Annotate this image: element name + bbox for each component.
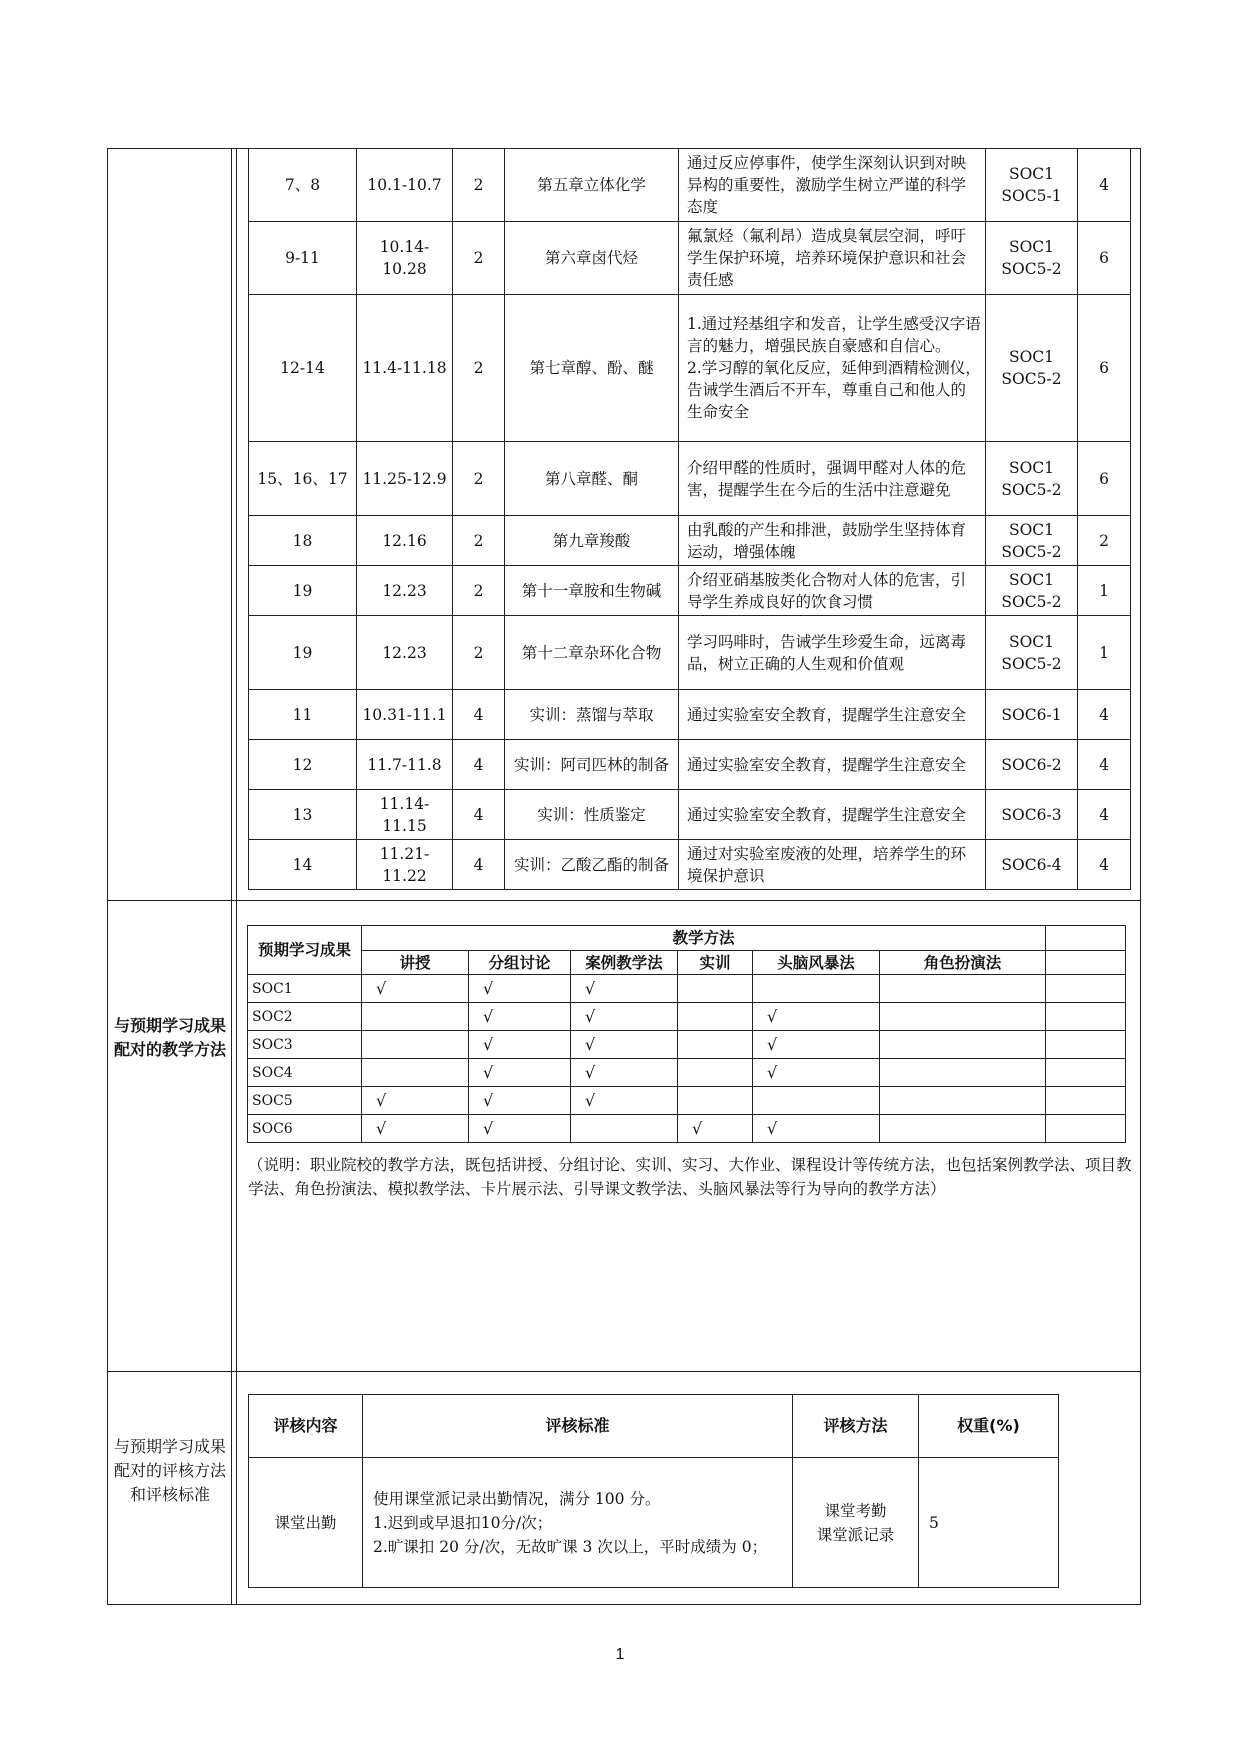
outcome-header: 预期学习成果 — [248, 926, 362, 975]
check-cell: √ — [571, 1031, 678, 1059]
date-cell: 10.31-11.1 — [357, 690, 453, 740]
schedule-row — [249, 740, 1131, 790]
date-cell: 11.25-12.9 — [357, 442, 453, 516]
soc-cell: SOC3 — [248, 1031, 362, 1059]
topic-cell: 第六章卤代烃 — [505, 222, 679, 295]
topic-cell: 实训：蒸馏与萃取 — [505, 690, 679, 740]
assessment-header: 评核内容 — [249, 1395, 363, 1458]
week-cell: 15、16、17 — [249, 442, 357, 516]
check-cell: √ — [469, 975, 571, 1003]
assessment-header: 评核标准 — [363, 1395, 793, 1458]
date-cell: 10.1-10.7 — [357, 149, 453, 222]
check-cell — [678, 1003, 753, 1031]
left-divider — [231, 149, 232, 1604]
objective-cell: 氟氯烃（氟利昂）造成臭氧层空洞，呼吁学生保护环境，培养环境保护意识和社会责任感 — [679, 222, 986, 295]
schedule-row — [249, 566, 1131, 616]
assessment-section-label: 与预期学习成果配对的评核方法和评核标准 — [113, 1437, 226, 1504]
page-frame — [107, 148, 1141, 1605]
extra-header-cell — [1046, 951, 1126, 975]
check-cell: √ — [753, 1003, 880, 1031]
week-cell: 19 — [249, 616, 357, 690]
outcome-cell: SOC6-3 — [986, 790, 1078, 840]
extra-cell — [1046, 1087, 1126, 1115]
hours-cell: 2 — [453, 516, 505, 566]
hours-cell: 4 — [453, 840, 505, 890]
check-cell — [880, 1115, 1046, 1143]
check-cell — [362, 1059, 469, 1087]
left-divider-inner — [236, 149, 237, 1604]
soc-cell: SOC4 — [248, 1059, 362, 1087]
hours-cell: 2 — [453, 566, 505, 616]
outcome-cell: SOC6-2 — [986, 740, 1078, 790]
topic-cell: 实训：阿司匹林的制备 — [505, 740, 679, 790]
hours-cell: 2 — [453, 442, 505, 516]
check-cell — [571, 1115, 678, 1143]
weight-cell: 4 — [1078, 149, 1131, 222]
date-cell: 11.14-11.15 — [357, 790, 453, 840]
topic-cell: 第十一章胺和生物碱 — [505, 566, 679, 616]
schedule-row — [249, 690, 1131, 740]
methods-section-label: 与预期学习成果配对的教学方法 — [113, 1016, 226, 1059]
weight-cell: 4 — [1078, 690, 1131, 740]
objective-cell: 学习吗啡时，告诫学生珍爱生命，远离毒品，树立正确的人生观和价值观 — [679, 616, 986, 690]
check-cell: √ — [753, 1115, 880, 1143]
date-cell: 10.14-10.28 — [357, 222, 453, 295]
section-separator-2 — [108, 1371, 1140, 1372]
section-separator-1 — [108, 900, 1140, 901]
hours-cell: 2 — [453, 222, 505, 295]
week-cell: 18 — [249, 516, 357, 566]
assessment-header: 评核方法 — [793, 1395, 919, 1458]
objective-cell: 通过实验室安全教育，提醒学生注意安全 — [679, 690, 986, 740]
check-cell — [880, 975, 1046, 1003]
soc-cell: SOC1 — [248, 975, 362, 1003]
check-cell: √ — [753, 1059, 880, 1087]
check-cell: √ — [571, 975, 678, 1003]
soc-cell: SOC2 — [248, 1003, 362, 1031]
date-cell: 11.4-11.18 — [357, 295, 453, 442]
hours-cell: 2 — [453, 616, 505, 690]
week-cell: 12-14 — [249, 295, 357, 442]
topic-cell: 第五章立体化学 — [505, 149, 679, 222]
schedule-row — [249, 616, 1131, 690]
hours-cell: 4 — [453, 790, 505, 840]
extra-cell — [1046, 1059, 1126, 1087]
schedule-row — [249, 840, 1131, 890]
assessment-table — [248, 1394, 1059, 1588]
assessment-row — [249, 1458, 1059, 1588]
topic-cell: 第八章醛、酮 — [505, 442, 679, 516]
hours-cell: 4 — [453, 740, 505, 790]
check-cell — [678, 1059, 753, 1087]
extra-cell — [1046, 975, 1126, 1003]
objective-cell: 通过反应停事件，使学生深刻认识到对映异构的重要性，激励学生树立严谨的科学态度 — [679, 149, 986, 222]
objective-cell: 通过实验室安全教育，提醒学生注意安全 — [679, 740, 986, 790]
page-number: 1 — [615, 1646, 625, 1663]
topic-cell: 第十二章杂环化合物 — [505, 616, 679, 690]
hours-cell: 4 — [453, 690, 505, 740]
extra-cell — [1046, 1003, 1126, 1031]
outcome-cell: SOC1 SOC5-2 — [986, 295, 1078, 442]
topic-cell: 实训：乙酸乙酯的制备 — [505, 840, 679, 890]
check-cell — [678, 1087, 753, 1115]
weight-cell: 4 — [1078, 790, 1131, 840]
check-cell: √ — [571, 1087, 678, 1115]
check-cell — [880, 1003, 1046, 1031]
check-cell — [753, 1087, 880, 1115]
check-cell: √ — [362, 1115, 469, 1143]
outcome-cell: SOC1 SOC5-2 — [986, 566, 1078, 616]
assessment-header: 权重(%) — [919, 1395, 1059, 1458]
method-column-header: 分组讨论 — [469, 951, 571, 975]
week-cell: 9-11 — [249, 222, 357, 295]
weight-cell: 6 — [1078, 222, 1131, 295]
check-cell — [362, 1003, 469, 1031]
schedule-row — [249, 790, 1131, 840]
hours-cell: 2 — [453, 149, 505, 222]
check-cell — [753, 975, 880, 1003]
weight-cell: 4 — [1078, 840, 1131, 890]
method-row — [248, 1115, 1126, 1143]
hours-cell: 2 — [453, 295, 505, 442]
method-group-header: 教学方法 — [362, 926, 1046, 951]
schedule-row — [249, 295, 1131, 442]
check-cell: √ — [469, 1003, 571, 1031]
method-column-header: 实训 — [678, 951, 753, 975]
objective-cell: 通过实验室安全教育，提醒学生注意安全 — [679, 790, 986, 840]
assessment-weight-cell: 5 — [919, 1458, 1059, 1588]
methods-note: （说明：职业院校的教学方法，既包括讲授、分组讨论、实训、实习、大作业、课程设计等传统方法，也包括案例教学法、项目教学法、角色扮演法、模拟教学法、卡片展示法、引导课文教学法、头脑风暴法等行为导向的教学方法） — [248, 1156, 1132, 1198]
extra-cell — [1046, 1031, 1126, 1059]
methods-table — [247, 925, 1126, 1143]
week-cell: 7、8 — [249, 149, 357, 222]
outcome-cell: SOC1 SOC5-2 — [986, 222, 1078, 295]
check-cell — [880, 1059, 1046, 1087]
outcome-cell: SOC1 SOC5-2 — [986, 442, 1078, 516]
assessment-standard-cell: 使用课堂派记录出勤情况，满分 100 分。 1.迟到或早退扣10分/次； 2.旷课扣 20 分/次，无故旷课 3 次以上，平时成绩为 0； — [363, 1458, 793, 1588]
date-cell: 12.23 — [357, 566, 453, 616]
schedule-table — [248, 148, 1131, 890]
objective-cell: 1.通过羟基组字和发音，让学生感受汉字语言的魅力，增强民族自豪感和自信心。 2.学习醇的氧化反应，延伸到酒精检测仪，告诫学生酒后不开车，尊重自己和他人的生命安全 — [679, 295, 986, 442]
method-row — [248, 1031, 1126, 1059]
check-cell: √ — [362, 975, 469, 1003]
check-cell: √ — [571, 1003, 678, 1031]
objective-cell: 介绍甲醛的性质时，强调甲醛对人体的危害，提醒学生在今后的生活中注意避免 — [679, 442, 986, 516]
check-cell: √ — [469, 1059, 571, 1087]
week-cell: 14 — [249, 840, 357, 890]
assessment-content-cell: 课堂出勤 — [249, 1458, 363, 1588]
date-cell: 12.16 — [357, 516, 453, 566]
week-cell: 13 — [249, 790, 357, 840]
weight-cell: 4 — [1078, 740, 1131, 790]
soc-cell: SOC5 — [248, 1087, 362, 1115]
topic-cell: 第九章羧酸 — [505, 516, 679, 566]
schedule-row — [249, 222, 1131, 295]
weight-cell: 2 — [1078, 516, 1131, 566]
objective-cell: 由乳酸的产生和排泄，鼓励学生坚持体育运动，增强体魄 — [679, 516, 986, 566]
outcome-cell: SOC1 SOC5-2 — [986, 516, 1078, 566]
outcome-cell: SOC1 SOC5-1 — [986, 149, 1078, 222]
objective-cell: 介绍亚硝基胺类化合物对人体的危害，引导学生养成良好的饮食习惯 — [679, 566, 986, 616]
check-cell: √ — [362, 1087, 469, 1115]
objective-cell: 通过对实验室废液的处理，培养学生的环境保护意识 — [679, 840, 986, 890]
method-column-header: 头脑风暴法 — [753, 951, 880, 975]
check-cell: √ — [678, 1115, 753, 1143]
check-cell — [880, 1031, 1046, 1059]
method-row — [248, 1059, 1126, 1087]
method-row — [248, 975, 1126, 1003]
week-cell: 12 — [249, 740, 357, 790]
check-cell: √ — [753, 1031, 880, 1059]
extra-header-cell — [1046, 926, 1126, 951]
weight-cell: 6 — [1078, 442, 1131, 516]
weight-cell: 1 — [1078, 616, 1131, 690]
outcome-cell: SOC1 SOC5-2 — [986, 616, 1078, 690]
method-column-header: 讲授 — [362, 951, 469, 975]
check-cell: √ — [571, 1059, 678, 1087]
method-row — [248, 1003, 1126, 1031]
check-cell: √ — [469, 1115, 571, 1143]
check-cell — [678, 975, 753, 1003]
topic-cell: 实训：性质鉴定 — [505, 790, 679, 840]
method-column-header: 案例教学法 — [571, 951, 678, 975]
check-cell: √ — [469, 1031, 571, 1059]
check-cell — [362, 1031, 469, 1059]
date-cell: 11.21-11.22 — [357, 840, 453, 890]
outcome-cell: SOC6-4 — [986, 840, 1078, 890]
date-cell: 12.23 — [357, 616, 453, 690]
soc-cell: SOC6 — [248, 1115, 362, 1143]
schedule-row — [249, 442, 1131, 516]
extra-cell — [1046, 1115, 1126, 1143]
assessment-method-cell: 课堂考勤 课堂派记录 — [793, 1458, 919, 1588]
outcome-cell: SOC6-1 — [986, 690, 1078, 740]
topic-cell: 第七章醇、酚、醚 — [505, 295, 679, 442]
method-column-header: 角色扮演法 — [880, 951, 1046, 975]
check-cell — [880, 1087, 1046, 1115]
week-cell: 11 — [249, 690, 357, 740]
date-cell: 11.7-11.8 — [357, 740, 453, 790]
schedule-row — [249, 149, 1131, 222]
check-cell — [678, 1031, 753, 1059]
week-cell: 19 — [249, 566, 357, 616]
weight-cell: 1 — [1078, 566, 1131, 616]
check-cell: √ — [469, 1087, 571, 1115]
weight-cell: 6 — [1078, 295, 1131, 442]
schedule-row — [249, 516, 1131, 566]
method-row — [248, 1087, 1126, 1115]
